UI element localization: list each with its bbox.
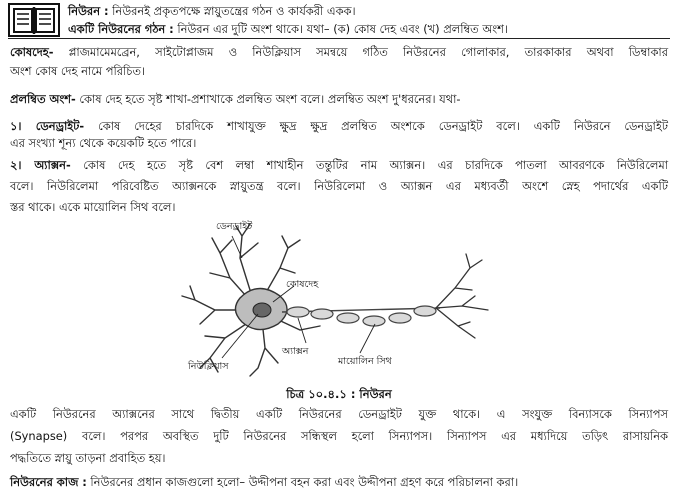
- cell-body-line-1: [10, 44, 668, 61]
- neuron-label: নিউরন :: [68, 4, 109, 18]
- synapse-line-2: (Synapse) বলে। পরপর অবস্থিত দুটি নিউরনের সন্ধিস্থল হলো সিন্যাপস। সিন্যাপস এর মধ্যদিয়ে তড়িৎ রাসায়নিক: [10, 429, 668, 443]
- extended-part-text: কোষ দেহ হতে সৃষ্ট শাখা-প্রশাখাকে প্রলম্বিত অংশ বলে। প্রলম্বিত অংশ দু'ধরনের। যথা-: [75, 92, 461, 106]
- axon-line-2: বলে। নিউরিলেমা পরিবেষ্টিত অ্যাক্সনকে স্নায়ুতন্ত্র বলে। নিউরিলেমা ও অ্যাক্সন এর মধ্যবর্তী অংশে স্নেহ পদার্থের একটি: [10, 179, 668, 193]
- label-dendrite: ডেনড্রাইট: [216, 221, 253, 232]
- label-cell-body: কোষদেহ: [286, 279, 319, 290]
- axon-line-1: [10, 157, 668, 174]
- axon-terminal: [436, 254, 482, 308]
- neuron-function: [10, 474, 668, 491]
- function-label: নিউরনের কাজ :: [10, 475, 87, 489]
- function-text: নিউরনের প্রধান কাজগুলো হলো– উদ্দীপনা বহন করা এবং উদ্দীপনা গ্রহণ করে পরিচালনা করা।: [86, 475, 519, 489]
- neuron-text: নিউরনই প্রকৃতপক্ষে স্নায়ুতন্ত্রের গঠন ও কার্যকরী একক।: [108, 4, 356, 18]
- axon-label: ২। অ্যাক্সন-: [10, 158, 71, 172]
- cell-body-line-2: অংশ কোষ দেহ নামে পরিচিত।: [10, 64, 146, 78]
- book-icon: [8, 3, 60, 37]
- dendrite-line-1: [10, 118, 668, 135]
- neuron-diagram: [170, 218, 500, 378]
- header-divider: [8, 38, 670, 39]
- neuron-structure: [68, 21, 668, 38]
- neuron-figure: [170, 218, 500, 378]
- axon-line-3: স্তর থাকে। একে মায়োলিন সিথ বলে।: [10, 200, 176, 214]
- label-myelin-sheath: মায়োলিন সিথ: [338, 356, 392, 367]
- structure-label: একটি নিউরনের গঠন :: [68, 22, 174, 36]
- structure-text: নিউরন এর দুটি অংশ থাকে। যথা– (ক) কোষ দেহ এবং (খ) প্রলম্বিত অংশ।: [173, 22, 508, 36]
- extended-part-label: প্রলম্বিত অংশ-: [10, 92, 76, 106]
- cell-body-text: প্লাজমামেমব্রেন, সাইটোপ্লাজম ও নিউক্লিয়াস সমন্বয়ে গঠিত নিউরনের গোলাকার, তারকাকার অথবা ডিম্বাকার: [53, 45, 668, 59]
- cell-body-label: কোষদেহ-: [10, 45, 54, 59]
- dendrite-line-2: এর সংখ্যা শূন্য থেকে কয়েকটি হতে পারে।: [10, 136, 197, 150]
- myelin-segment: [337, 313, 359, 323]
- dendrite-label: ১। ডেনড্রাইট-: [10, 119, 85, 133]
- label-nucleus: নিউক্লিয়াস: [188, 361, 229, 372]
- neuron-definition: [68, 3, 668, 20]
- axon-text: কোষ দেহ হতে সৃষ্ট বেশ লম্বা শাখাহীন তন্তুটির নাম অ্যাক্সন। এর চারদিকে পাতলা আবরণকে নিউরিলেমা: [70, 158, 669, 172]
- extended-part: [10, 91, 668, 108]
- axon-terminal: [436, 296, 488, 310]
- dendrite-text: কোষ দেহের চারদিকে শাখাযুক্ত ক্ষুদ্র ক্ষুদ্র প্রলম্বিত অংশকে ডেনড্রাইট বলে। একটি নিউরনে ডেনড্রাইট: [84, 119, 668, 133]
- synapse-line-3: পদ্ধতিতে স্নায়ু তাড়না প্রবাহিত হয়।: [10, 451, 166, 465]
- myelin-segment: [363, 316, 385, 326]
- myelin-segment: [414, 306, 436, 316]
- nucleus-shape: [253, 303, 271, 317]
- figure-caption: চিত্র ১০.৪.১ : নিউরন: [286, 387, 392, 401]
- myelin-segment: [287, 307, 309, 317]
- label-axon: অ্যাক্সন: [282, 346, 309, 357]
- myelin-segment: [311, 309, 333, 319]
- myelin-segment: [389, 313, 411, 323]
- axon-terminal: [436, 308, 475, 338]
- synapse-line-1: একটি নিউরনের অ্যাক্সনের সাথে দ্বিতীয় একটি নিউরনের ডেনড্রাইট যুক্ত থাকে। এ সংযুক্ত বিন্যাসকে সিন্যাপস: [10, 407, 668, 421]
